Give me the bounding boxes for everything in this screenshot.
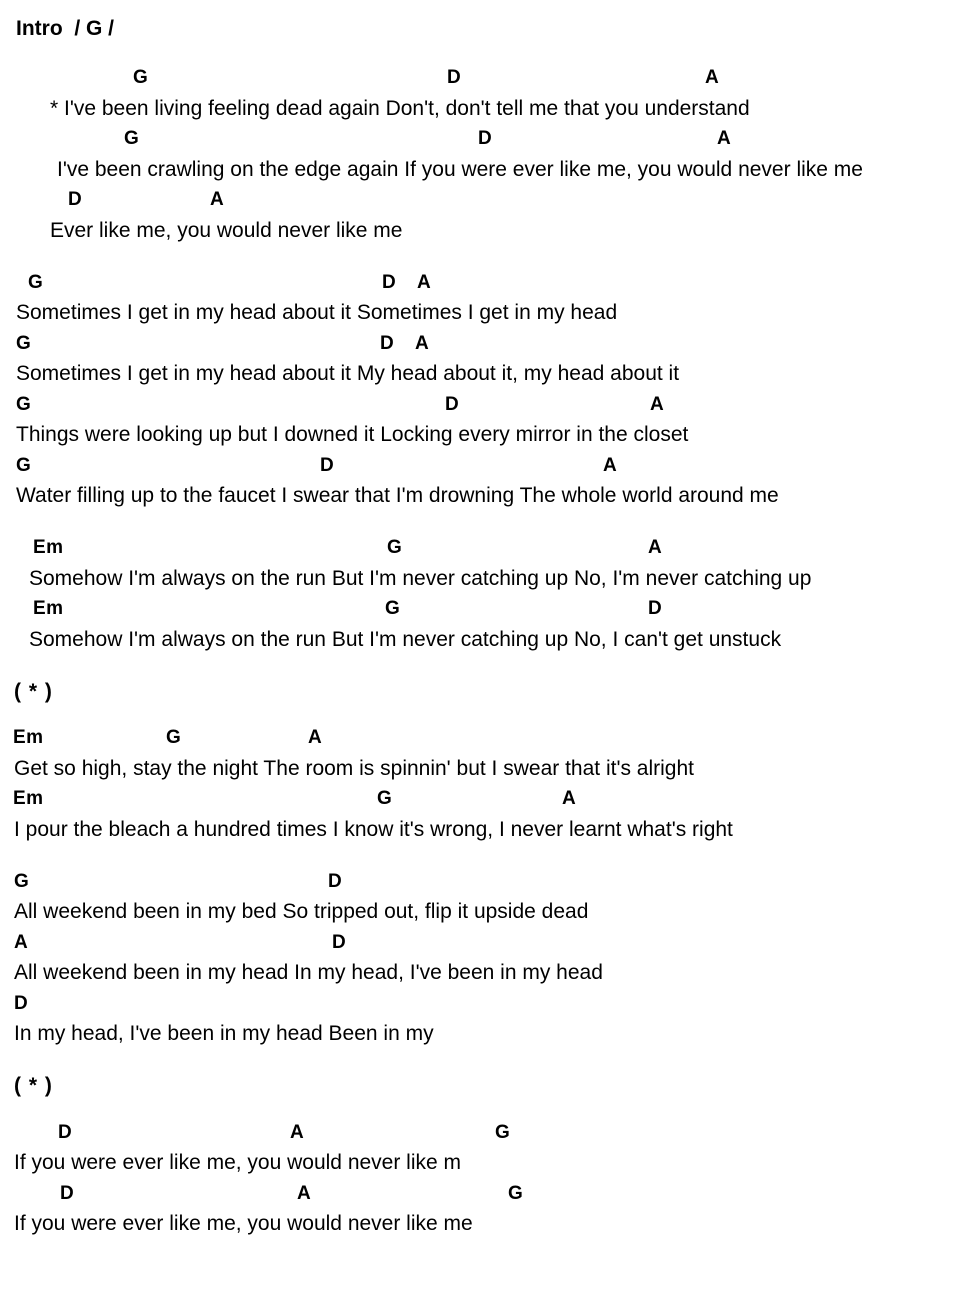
chord-line bbox=[0, 451, 963, 482]
chord-D: D bbox=[328, 870, 343, 892]
chord-Em: Em bbox=[33, 598, 64, 619]
lyric-line: All weekend been in my bed So tripped out, flip it upside dead bbox=[14, 900, 589, 923]
chord-line bbox=[0, 1118, 963, 1149]
lyric-line: * I've been living feeling dead again Don't, don't tell me that you understand bbox=[50, 96, 750, 120]
chord-line bbox=[0, 390, 963, 421]
lyric-line: Ever like me, you would never like me bbox=[50, 218, 403, 242]
lyric-line: All weekend been in my head In my head, I've been in my head bbox=[14, 961, 603, 984]
lyric-line: Sometimes I get in my head about it Sometimes I get in my head bbox=[16, 301, 618, 324]
chord-A: A bbox=[717, 128, 732, 149]
chord-G: G bbox=[124, 128, 140, 149]
chord-Em: Em bbox=[33, 537, 64, 558]
chord-G: G bbox=[16, 393, 32, 415]
song-section-verse bbox=[0, 63, 963, 246]
chord-line bbox=[0, 268, 963, 299]
chord-D: D bbox=[332, 931, 347, 953]
chord-line bbox=[0, 329, 963, 360]
chord-D: D bbox=[14, 992, 29, 1014]
lyric-line: Somehow I'm always on the run But I'm never catching up No, I'm never catching up bbox=[29, 566, 812, 590]
chord-Em: Em bbox=[13, 727, 44, 748]
chord-A: A bbox=[210, 189, 225, 210]
song-section-verse bbox=[0, 867, 963, 1050]
song-section-verse bbox=[0, 723, 963, 845]
chord-G: G bbox=[28, 271, 44, 293]
chord-A: A bbox=[648, 537, 663, 558]
chord-G: G bbox=[387, 537, 403, 558]
song-section-break bbox=[0, 677, 963, 708]
chord-A: A bbox=[297, 1182, 312, 1204]
lyric-line: Sometimes I get in my head about it My head about it, my head about it bbox=[16, 362, 680, 385]
lyric-line: If you were ever like me, you would never like m bbox=[14, 1151, 462, 1174]
chord-G: G bbox=[16, 454, 32, 476]
chord-line bbox=[0, 867, 963, 898]
lyric-line: Get so high, stay the night The room is spinnin' but I swear that it's alright bbox=[14, 756, 694, 780]
chord-A: A bbox=[650, 393, 665, 415]
section-break-marker: ( * ) bbox=[14, 1074, 53, 1097]
lyric-line: Somehow I'm always on the run But I'm never catching up No, I can't get unstuck bbox=[29, 627, 782, 651]
lyric-line: I've been crawling on the edge again If you were ever like me, you would never like me bbox=[57, 157, 863, 181]
section-break-marker: ( * ) bbox=[14, 679, 53, 703]
song-section-chorus bbox=[0, 533, 963, 655]
chord-A: A bbox=[705, 67, 720, 88]
chord-A: A bbox=[415, 332, 430, 354]
chord-D: D bbox=[58, 1121, 73, 1143]
chord-line bbox=[0, 989, 963, 1020]
chord-D: D bbox=[60, 1182, 75, 1204]
chord-G: G bbox=[377, 788, 393, 809]
chord-D: D bbox=[320, 454, 335, 476]
chord-D: D bbox=[68, 189, 83, 210]
chord-line bbox=[0, 63, 963, 94]
song-sections bbox=[0, 63, 963, 1240]
lyric-line: If you were ever like me, you would never like me bbox=[14, 1212, 473, 1235]
chord-A: A bbox=[290, 1121, 305, 1143]
chord-line bbox=[0, 124, 963, 155]
chord-Em: Em bbox=[13, 788, 44, 809]
chord-D: D bbox=[447, 67, 462, 88]
chord-D: D bbox=[445, 393, 460, 415]
intro-line: Intro / G / bbox=[16, 17, 114, 40]
chord-A: A bbox=[562, 788, 577, 809]
chord-G: G bbox=[14, 870, 30, 892]
chord-G: G bbox=[508, 1182, 524, 1204]
chord-D: D bbox=[380, 332, 395, 354]
chord-G: G bbox=[16, 332, 32, 354]
song-section-verse bbox=[0, 268, 963, 512]
chord-A: A bbox=[603, 454, 618, 476]
chord-G: G bbox=[133, 67, 149, 88]
chord-line bbox=[0, 1179, 963, 1210]
chord-line bbox=[0, 928, 963, 959]
lyric-line: In my head, I've been in my head Been in my bbox=[14, 1022, 434, 1045]
chord-line bbox=[0, 594, 963, 625]
chord-D: D bbox=[648, 598, 663, 619]
chord-A: A bbox=[14, 931, 29, 953]
chord-D: D bbox=[382, 271, 397, 293]
chord-A: A bbox=[308, 727, 323, 748]
lyric-line: Water filling up to the faucet I swear that I'm drowning The whole world around me bbox=[16, 484, 779, 507]
chord-G: G bbox=[166, 727, 182, 748]
chord-line bbox=[0, 185, 963, 216]
song-section-outro bbox=[0, 1118, 963, 1240]
lyric-line: I pour the bleach a hundred times I know it's wrong, I never learnt what's right bbox=[14, 817, 733, 841]
chord-line bbox=[0, 784, 963, 815]
chord-line bbox=[0, 723, 963, 754]
chord-G: G bbox=[385, 598, 401, 619]
chord-line bbox=[0, 533, 963, 564]
chord-D: D bbox=[478, 128, 493, 149]
song-section-break bbox=[0, 1071, 963, 1102]
chord-G: G bbox=[495, 1121, 511, 1143]
chord-A: A bbox=[417, 271, 432, 293]
lyric-line: Things were looking up but I downed it Locking every mirror in the closet bbox=[16, 423, 689, 446]
